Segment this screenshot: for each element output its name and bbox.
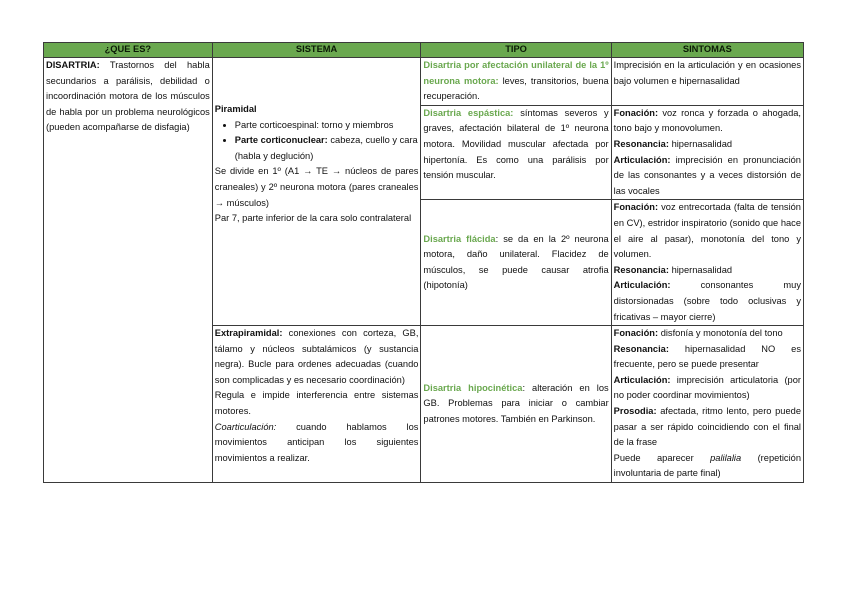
sintomas-unilateral-cell: [611, 58, 803, 106]
tipo-espastica-text: síntomas severos y graves, afectación bilateral de 1º neurona motora. Movilidad muscular afectada por hipertonía. Es como una parálisis por tensión muscular.: [423, 107, 609, 181]
corticonuclear-text: cabeza, cuello y cara (habla y deglución): [234, 135, 418, 161]
header-tipo: TIPO: [421, 43, 611, 58]
tipo-hipocinetica-cell: [421, 326, 611, 483]
extrapiramidal-label: Extrapiramidal:: [214, 328, 283, 339]
prosodia-label: Prosodia:: [613, 406, 657, 417]
definition-text: Trastornos del habla secundarios a parálisis, debilidad o incoordinación motora de los músculos de habla por un problema neurológicos (pueden acompañarse de disfagia): [46, 60, 210, 133]
resonancia-text: hipernasalidad: [671, 138, 733, 149]
definition-cell: [44, 58, 213, 483]
fonacion-text: voz ronca y forzada o ahogada, tono bajo y monovolumen.: [613, 107, 801, 134]
piramidal-division: Se divide en 1º (A1 → TE → núcleos de pares craneales) y 2º neurona motora (pares craneales → músculos): [214, 166, 419, 208]
piramidal-title: Piramidal: [214, 104, 257, 114]
header-sistema: SISTEMA: [212, 43, 421, 58]
prosodia-text: afectada, ritmo lento, pero puede pasar a ser rápido coincidiendo con el final de la frase: [613, 406, 801, 448]
articulacion-label: Articulación:: [613, 374, 671, 385]
piramidal-bullet-1: Parte corticoespinal: torno y miembros: [234, 119, 394, 130]
list-item: [235, 118, 419, 134]
sintomas-flacida-cell: [611, 200, 803, 326]
articulacion-text: imprecisión en pronunciación de las consonantes y a veces distorsión de las vocales: [613, 154, 801, 196]
list-item: [235, 133, 419, 164]
fonacion-text: disfonía y monotonía del tono: [660, 328, 783, 339]
palilalia-pre: Puede aparecer: [613, 452, 694, 463]
palilalia-post: (repetición involuntaria de parte final): [613, 452, 801, 479]
extrapiramidal-regula: Regula e impide interferencia entre sistemas motores.: [214, 390, 419, 417]
table-row: [44, 58, 804, 106]
resonancia-label: Resonancia:: [613, 264, 669, 275]
fonacion-text: voz entrecortada (falta de tensión en CV), estridor inspiratorio (sonido que hace el aire al pasar), monotonía del tono y volumen.: [613, 202, 801, 260]
fonacion-label: Fonación:: [613, 107, 659, 118]
articulacion-label: Articulación:: [613, 154, 671, 165]
tipo-espastica-cell: [421, 105, 611, 200]
fonacion-label: Fonación:: [613, 328, 659, 339]
tipo-flacida-name: Disartria flácida: [423, 233, 496, 244]
coarticulacion-text: cuando hablamos los movimientos anticipan los siguientes movimientos a realizar.: [214, 421, 419, 463]
tipo-unilateral-text: leves, transitorios, buena recuperación.: [423, 75, 609, 102]
tipo-unilateral-name: Disartria por afectación unilateral de la 1º neurona motora:: [423, 60, 609, 86]
articulacion-text: consonantes muy distorsionadas (sobre todo oclusivas y fricativas – mayor cierre): [613, 280, 801, 322]
sintomas-unilateral-text: Imprecisión en la articulación y en ocasiones bajo volumen e hipernasalidad: [613, 60, 801, 86]
definition-term: DISARTRIA:: [46, 60, 100, 70]
resonancia-text: hipernasalidad: [671, 264, 733, 275]
palilalia-word: palilalia: [710, 452, 742, 463]
header-que-es: ¿QUE ES?: [44, 43, 213, 58]
header-sintomas: SINTOMAS: [611, 43, 803, 58]
piramidal-cell: [212, 58, 421, 326]
sintomas-espastica-cell: [611, 105, 803, 200]
tipo-unilateral-cell: [421, 58, 611, 106]
tipo-flacida-cell: [421, 200, 611, 326]
extrapiramidal-cell: [212, 326, 421, 483]
disartria-table: [43, 42, 804, 483]
tipo-hipocinetica-text: : alteración en los GB. Problemas para iniciar o cambiar patrones motores. También en Parkinson.: [423, 382, 609, 424]
tipo-hipocinetica-name: Disartria hipocinética: [423, 382, 523, 393]
tipo-flacida-text: : se da en la 2º neurona motora, daño unilateral. Flacidez de músculos, se puede causar atrofia (hipotonía): [423, 233, 609, 291]
piramidal-list: [215, 118, 419, 165]
articulacion-text: imprecisión articulatoria (por no poder coordinar movimientos): [613, 374, 801, 401]
tipo-espastica-name: Disartria espástica:: [423, 107, 514, 118]
resonancia-label: Resonancia:: [613, 138, 669, 149]
extrapiramidal-text: conexiones con corteza, GB, tálamo y núcleos subtalámicos (y sustancia negra). Bucle para ordenes adecuadas (cuando son complicadas y es necesario coordinación): [214, 328, 419, 385]
coarticulacion-label: Coarticulación:: [214, 421, 277, 432]
resonancia-text: hipernasalidad NO es frecuente, pero se puede presentar: [613, 343, 801, 370]
resonancia-label: Resonancia:: [613, 343, 669, 354]
fonacion-label: Fonación:: [613, 202, 659, 213]
articulacion-label: Articulación:: [613, 280, 671, 291]
sintomas-hipocinetica-cell: [611, 326, 803, 483]
header-row: [44, 43, 804, 58]
corticonuclear-label: Parte corticonuclear:: [234, 135, 328, 146]
piramidal-par7: Par 7, parte inferior de la cara solo contralateral: [214, 213, 412, 224]
